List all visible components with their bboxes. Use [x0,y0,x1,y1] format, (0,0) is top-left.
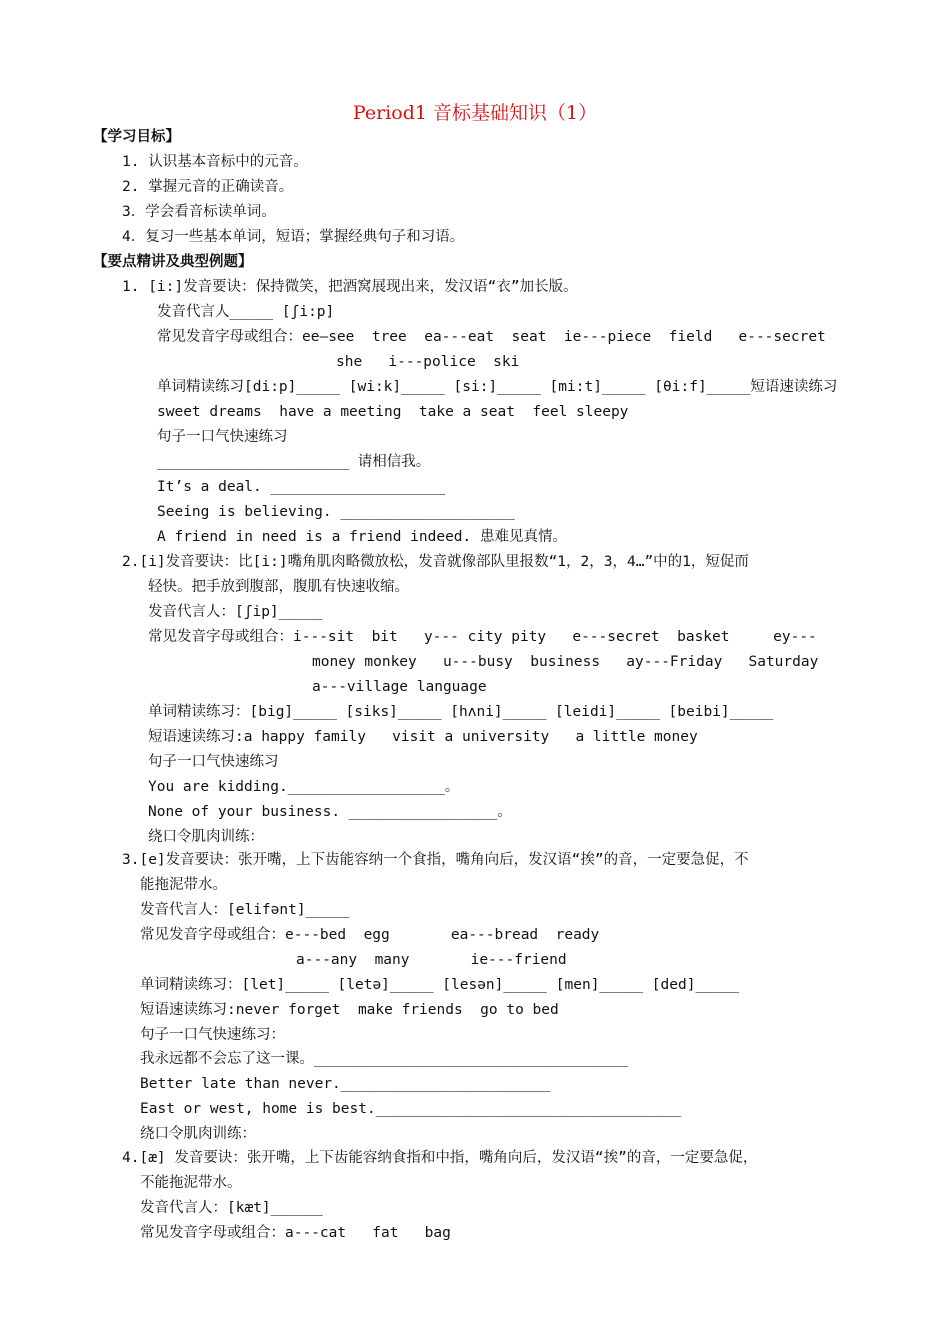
section-1-text: she i---police ski [336,354,520,370]
objective-item: 2. 掌握元音的正确读音。 [122,179,294,195]
section-3-text: 句子一口气快速练习： [140,1027,285,1043]
section-2-heading: 2.[i]发音要诀：比[i:]嘴角肌肉略微放松，发音就像部队里报数“1，2，3，4…”中的1，短促而 [122,554,749,570]
section-2-text: 短语速读练习:a happy family visit a university a little money [148,729,698,745]
section-3-text: 常见发音字母或组合：e---bed egg ea---bread ready [140,927,600,943]
section-3-text: 单词精读练习：[let]_____ [letə]_____ [lesən]_____ [men]_____ [ded]_____ [140,977,740,993]
section-2-text: 发音代言人：[ʃip]_____ [148,604,323,620]
section-3-text: 绕口令肌肉训练： [140,1126,256,1142]
section-1-text: 常见发音字母或组合：ee—see tree ea---eat seat ie---piece field e---secret [157,329,826,345]
section-2-text: money monkey u---busy business ay---Friday Saturday [312,654,819,670]
section-1-text: 句子一口气快速练习 [157,429,288,445]
section-3-text: East or west, home is best.___________________________________ [140,1101,682,1117]
objective-item: 1. 认识基本音标中的元音。 [122,154,308,170]
section-4-text: 不能拖泥带水。 [140,1175,242,1191]
section-1-text: 单词精读练习[di:p]_____ [wi:k]_____ [si:]_____ [mi:t]_____ [θi:f]_____短语速读练习 [157,379,838,395]
section-1-text: 发音代言人_____ [ʃi:p] [157,304,335,320]
section-4-heading: 4.[æ] 发音要诀：张开嘴，上下齿能容纳食指和中指，嘴角向后，发汉语“挨”的音，一定要急促， [122,1150,758,1166]
section-1-text: It’s a deal. ____________________ [157,479,446,495]
section-4-text: 发音代言人：[kæt]______ [140,1200,324,1216]
section-3-text: 我永远都不会忘了这一课。____________________________________ [140,1051,629,1067]
section-3-text: 短语速读练习:never forget make friends go to bed [140,1002,559,1018]
section-2-text: 常见发音字母或组合：i---sit bit y--- city pity e---secret basket ey--- [148,629,817,645]
section-2-text: 单词精读练习：[big]_____ [siks]_____ [hʌni]_____ [leidi]_____ [beibi]_____ [148,704,774,720]
section-3-text: 发音代言人：[elifənt]_____ [140,902,350,918]
section-2-text: None of your business. _________________。 [148,804,512,820]
heading-key-points: 【要点精讲及典型例题】 [93,254,253,270]
section-4-text: 常见发音字母或组合：a---cat fat bag [140,1225,451,1241]
section-1-text: Seeing is believing. ____________________ [157,504,515,520]
page-title: Period1 音标基础知识（1） [352,102,598,124]
section-2-text: a---village language [312,679,487,695]
section-1-text: A friend in need is a friend indeed. 患难见真情。 [157,529,567,545]
section-2-text: You are kidding.__________________。 [148,779,460,795]
section-3-text: Better late than never.________________________ [140,1076,551,1092]
section-1-text: ______________________ 请相信我。 [157,454,431,470]
section-1-text: sweet dreams have a meeting take a seat feel sleepy [157,404,629,420]
section-3-heading: 3.[e]发音要诀：张开嘴，上下齿能容纳一个食指，嘴角向后，发汉语“挨”的音，一定要急促，不 [122,852,749,868]
objective-item: 3．学会看音标读单词。 [122,204,276,220]
section-3-text: a---any many ie---friend [296,952,567,968]
section-3-text: 能拖泥带水。 [140,877,227,893]
heading-objectives: 【学习目标】 [93,129,180,145]
section-1-heading: 1. [i:]发音要诀：保持微笑，把酒窝展现出来，发汉语“衣”加长版。 [122,279,578,295]
objective-item: 4．复习一些基本单词，短语；掌握经典句子和习语。 [122,229,465,245]
section-2-text: 轻快。把手放到腹部，腹肌有快速收缩。 [148,579,409,595]
section-2-text: 绕口令肌肉训练： [148,829,264,845]
section-2-text: 句子一口气快速练习 [148,754,279,770]
